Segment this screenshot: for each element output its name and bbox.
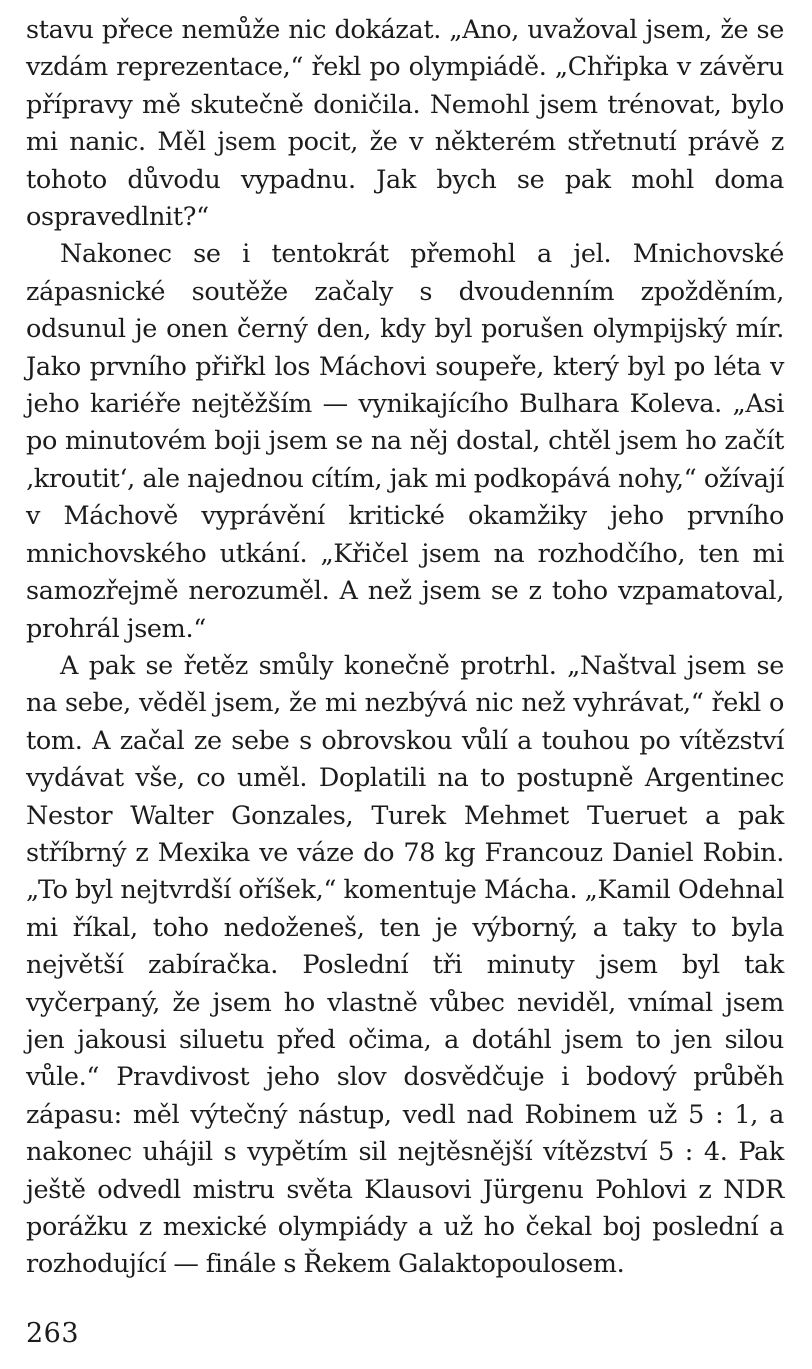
book-page (26, 12, 784, 1352)
page-number: 263 (26, 1318, 80, 1349)
body-text (26, 12, 784, 1284)
paragraph-continued: stavu přece nemůže nic dokázat. „Ano, uvažoval jsem, že se vzdám reprezentace,“ řekl po olympiádě. „Chřipka v závěru přípravy mě skutečně doničila. Nemohl jsem trénovat, bylo mi nanic. Měl jsem pocit, že v některém střetnutí právě z tohoto důvodu vypadnu. Jak bych se pak mohl doma ospravedlnit?“ (26, 15, 784, 233)
paragraph-winning-streak: A pak se řetěz smůly konečně protrhl. „Naštval jsem se na sebe, věděl jsem, že mi nezbývá nic než vyhrávat,“ řekl o tom. A začal ze sebe s obrovskou vůlí a touhou po vítězství vydávat vše, co uměl. Doplatili na to postupně Argentinec Nestor Walter Gonzales, Turek Mehmet Tueruet a pak stříbrný z Mexika ve váze do 78 kg Francouz Daniel Robin. „To byl nejtvrdší oříšek,“ komentuje Mácha. „Kamil Odehnal mi říkal, toho nedoženeš, ten je výborný, a taky to byla největší zabíračka. Poslední tři minuty jsem byl tak vyčerpaný, že jsem ho vlastně vůbec neviděl, vnímal jsem jen jakousi siluetu před očima, a dotáhl jsem to jen silou vůle.“ Pravdivost jeho slov dosvědčuje i bodový průběh zápasu: měl výtečný nástup, vedl nad Robinem už 5 : 1, a nakonec uhájil s vypětím sil nejtěsnější vítězství 5 : 4. Pak ještě odvedl mistru světa Klausovi Jürgenu Pohlovi z NDR porážku z mexické olympiády a už ho čekal boj poslední a rozhodující — finále s Řekem Galaktopoulosem. (26, 650, 784, 1280)
paragraph-munich-start: Nakonec se i tentokrát přemohl a jel. Mnichovské zápasnické soutěže začaly s dvoudenním zpožděním, odsunul je onen černý den, kdy byl porušen olympijský mír. Jako prvního přiřkl los Máchovi soupeře, který byl po léta v jeho kariéře nejtěžším — vynikajícího Bulhara Koleva. „Asi po minutovém boji jsem se na něj dostal, chtěl jsem ho začít ‚kroutit‘, ale najednou cítím, jak mi podkopává nohy,“ ožívají v Máchově vyprávění kritické okamžiky jeho prvního mnichovského utkání. „Křičel jsem na rozhodčího, ten mi samozřejmě nerozuměl. A než jsem se z toho vzpamatoval, prohrál jsem.“ (26, 239, 784, 644)
